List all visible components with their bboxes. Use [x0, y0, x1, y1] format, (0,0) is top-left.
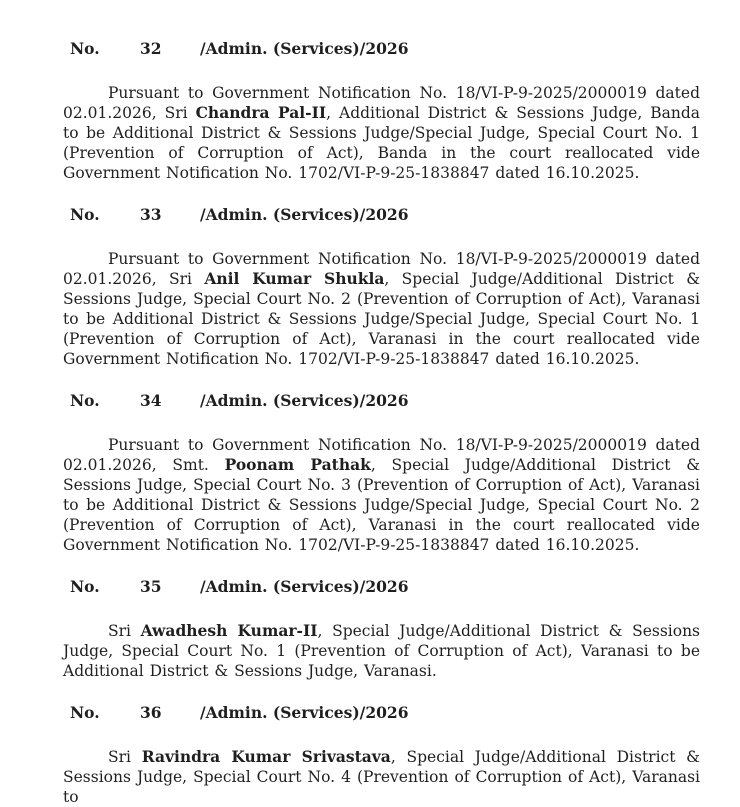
text-run: , Special Judge/Additional District & Sessions Judge, Special Court No. 3 (Prevention of Corruption of Act), Varanasi to be Additional District & Sessions Judge/Special Judge, Special Court No. 2 (Prevention of Corruption of Act), Varanasi in the court reallocated vide Government Notification No. 1702/VI-P-9-25-1838847 dated 16.10.2025. — [63, 456, 700, 554]
officer-name: Awadhesh Kumar-II — [140, 621, 318, 640]
officer-name: Anil Kumar Shukla — [204, 269, 385, 288]
officer-name: Chandra Pal-II — [195, 103, 327, 122]
text-run: , Special Judge/Additional District & Sessions Judge, Special Court No. 4 (Prevention of Corruption of Act), Varanasi to — [63, 748, 700, 806]
text-run: Sri — [108, 748, 142, 766]
order-heading — [70, 703, 700, 723]
text-run: , Additional District & Sessions Judge, Banda to be Additional District & Sessions Judge/Special Judge, Special Court No. 1 (Prevention of Corruption of Act), Banda in the court reallocated vide Government Notification No. 1702/VI-P-9-25-1838847 dated 16.10.2025. — [63, 104, 701, 182]
order-number: 35 — [140, 577, 162, 596]
order-ref: /Admin. (Services)/2026 — [200, 205, 409, 224]
order-no-label: No. — [70, 577, 100, 596]
order-section-36 — [63, 703, 700, 807]
order-no-label: No. — [70, 391, 100, 410]
order-section-33 — [63, 205, 700, 369]
order-number: 33 — [140, 205, 162, 224]
order-section-32 — [63, 39, 700, 183]
order-number: 32 — [140, 39, 162, 58]
text-run: , Special Judge/Additional District & Sessions Judge, Special Court No. 1 (Prevention of Corruption of Act), Varanasi to be Additional District & Sessions Judge, Varanasi. — [63, 622, 701, 680]
order-no-label: No. — [70, 39, 100, 58]
officer-name: Poonam Pathak — [224, 455, 371, 474]
order-heading — [70, 577, 700, 597]
order-paragraph — [63, 621, 700, 681]
order-ref: /Admin. (Services)/2026 — [200, 703, 409, 722]
order-ref: /Admin. (Services)/2026 — [200, 39, 409, 58]
order-paragraph — [63, 435, 700, 555]
order-paragraph — [63, 249, 700, 369]
order-number: 36 — [140, 703, 162, 722]
order-paragraph — [63, 747, 700, 807]
order-ref: /Admin. (Services)/2026 — [200, 391, 409, 410]
text-run: , Special Judge/Additional District & Sessions Judge, Special Court No. 2 (Prevention of Corruption of Act), Varanasi to be Additional District & Sessions Judge/Special Judge, Special Court No. 1 (Prevention of Corruption of Act), Varanasi in the court reallocated vide Government Notification No. 1702/VI-P-9-25-1838847 dated 16.10.2025. — [63, 270, 700, 368]
officer-name: Ravindra Kumar Srivastava — [141, 747, 391, 766]
order-section-34 — [63, 391, 700, 555]
text-run: Sri — [108, 622, 141, 640]
order-paragraph — [63, 83, 700, 183]
order-heading — [70, 39, 700, 59]
text-run: Pursuant to Government Notification No. 18/VI-P-9-2025/2000019 dated 02.01.2026, Smt. — [63, 436, 700, 474]
text-run: Pursuant to Government Notification No. 18/VI-P-9-2025/2000019 dated 02.01.2026, Sri — [63, 250, 700, 288]
order-no-label: No. — [70, 205, 100, 224]
order-no-label: No. — [70, 703, 100, 722]
order-number: 34 — [140, 391, 162, 410]
text-run: Pursuant to Government Notification No. 18/VI-P-9-2025/2000019 dated 02.01.2026, Sri — [63, 84, 700, 122]
order-heading — [70, 391, 700, 411]
order-ref: /Admin. (Services)/2026 — [200, 577, 409, 596]
order-heading — [70, 205, 700, 225]
order-section-35 — [63, 577, 700, 681]
